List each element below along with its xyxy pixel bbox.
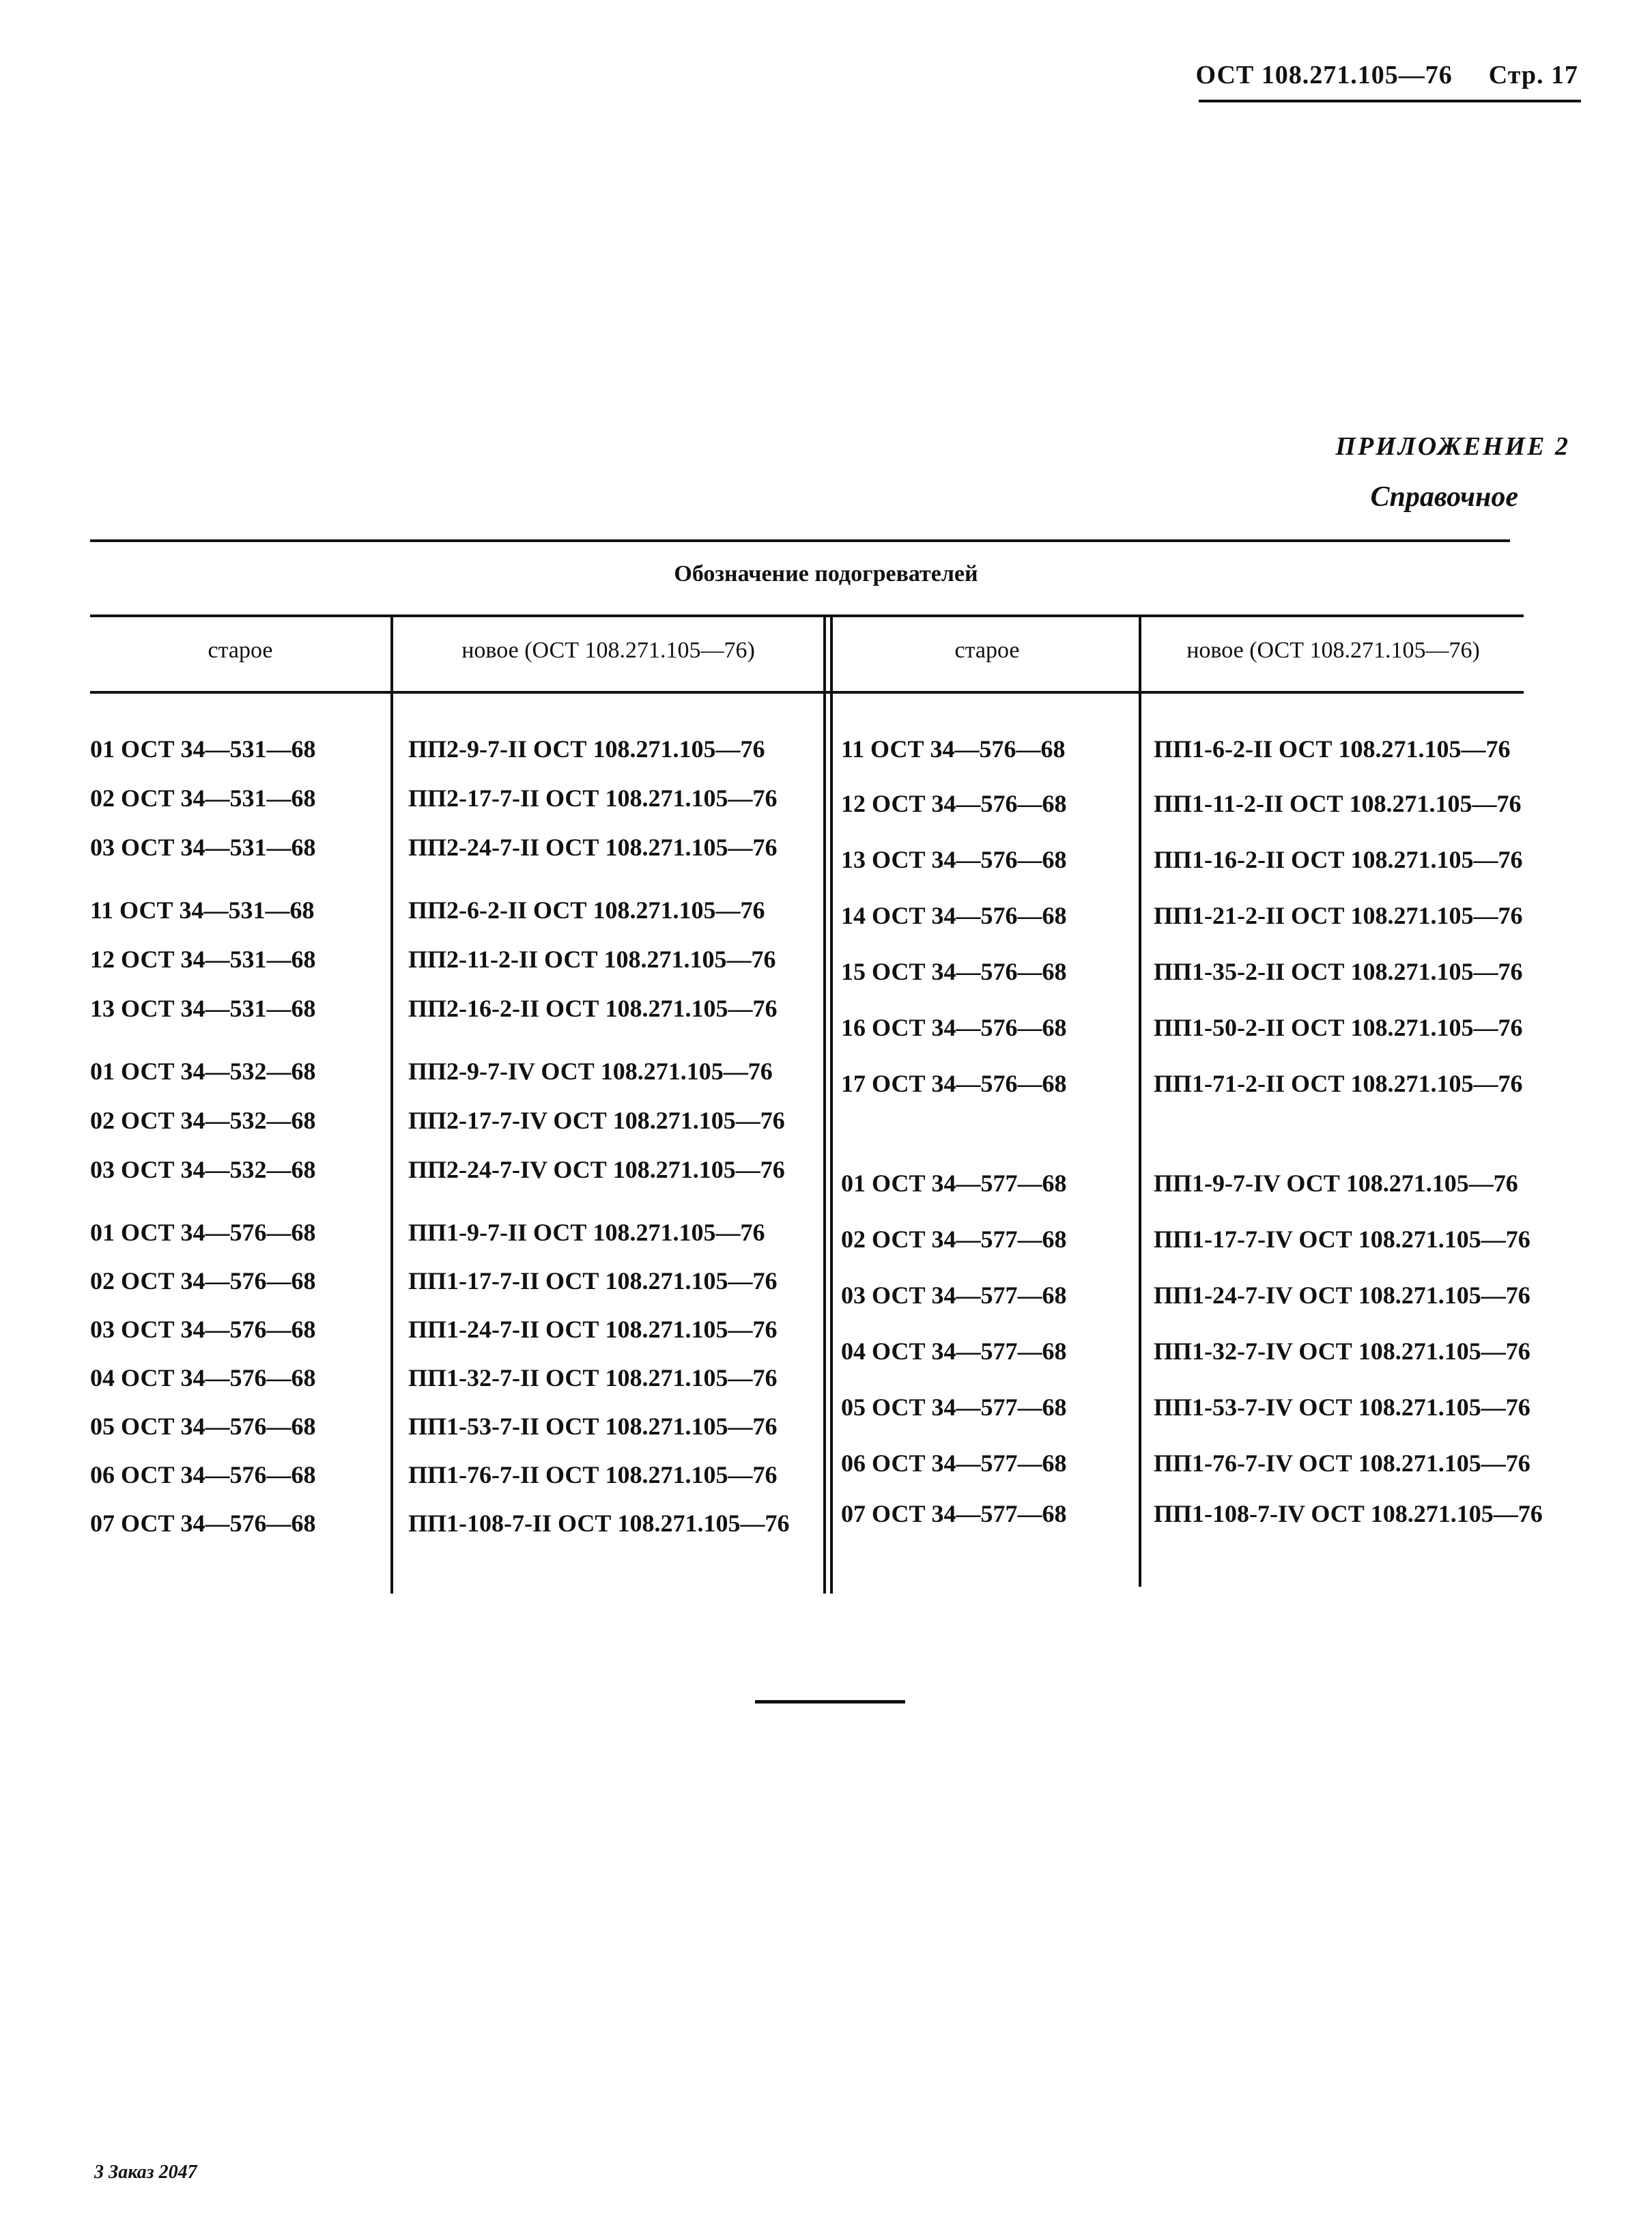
right-row-5-old: 15 ОСТ 34—576—68 xyxy=(841,958,1067,985)
left-row-15-old: 06 ОСТ 34—576—68 xyxy=(90,1461,316,1488)
right-row-12-new: ПП1-53-7-IV ОСТ 108.271.105—76 xyxy=(1154,1394,1530,1421)
column-header-new-1: новое (ОСТ 108.271.105—76) xyxy=(461,638,755,663)
column-header-new-2: новое (ОСТ 108.271.105—76) xyxy=(1186,638,1480,663)
left-row-16-new: ПП1-108-7-II ОСТ 108.271.105—76 xyxy=(408,1510,790,1537)
table-header-bottom-rule xyxy=(90,691,1524,694)
column-divider-3 xyxy=(1139,617,1141,1587)
left-row-6-old: 13 ОСТ 34—531—68 xyxy=(90,995,316,1022)
table-top-rule xyxy=(90,539,1510,542)
right-row-3-old: 13 ОСТ 34—576—68 xyxy=(841,846,1067,873)
right-row-6-new: ПП1-50-2-II ОСТ 108.271.105—76 xyxy=(1154,1014,1523,1041)
column-header-old-1: старое xyxy=(208,638,273,663)
right-row-2-new: ПП1-11-2-II ОСТ 108.271.105—76 xyxy=(1154,790,1522,817)
right-row-12-old: 05 ОСТ 34—577—68 xyxy=(841,1394,1067,1421)
right-row-13-old: 06 ОСТ 34—577—68 xyxy=(841,1450,1067,1477)
left-row-11-old: 02 ОСТ 34—576—68 xyxy=(90,1267,316,1295)
appendix-subtitle: Справочное xyxy=(1370,481,1518,513)
left-row-12-new: ПП1-24-7-II ОСТ 108.271.105—76 xyxy=(408,1316,778,1343)
left-row-13-new: ПП1-32-7-II ОСТ 108.271.105—76 xyxy=(408,1364,778,1391)
table-header-top-rule xyxy=(90,614,1524,617)
right-row-8-new: ПП1-9-7-IV ОСТ 108.271.105—76 xyxy=(1154,1170,1518,1197)
column-divider-2a xyxy=(823,617,826,1594)
right-row-14-new: ПП1-108-7-IV ОСТ 108.271.105—76 xyxy=(1154,1500,1543,1527)
left-row-4-old: 11 ОСТ 34—531—68 xyxy=(90,896,315,924)
right-row-3-new: ПП1-16-2-II ОСТ 108.271.105—76 xyxy=(1154,846,1523,873)
left-row-5-new: ПП2-11-2-II ОСТ 108.271.105—76 xyxy=(408,946,776,973)
page-header xyxy=(1195,60,1578,90)
column-divider-1 xyxy=(390,617,393,1594)
right-row-5-new: ПП1-35-2-II ОСТ 108.271.105—76 xyxy=(1154,958,1523,985)
left-row-8-new: ПП2-17-7-IV ОСТ 108.271.105—76 xyxy=(408,1107,785,1134)
table-title: Обозначение подогревателей xyxy=(674,561,978,586)
left-row-2-new: ПП2-17-7-II ОСТ 108.271.105—76 xyxy=(408,784,778,812)
right-row-1-old: 11 ОСТ 34—576—68 xyxy=(841,735,1066,763)
right-row-9-old: 02 ОСТ 34—577—68 xyxy=(841,1226,1067,1253)
left-row-3-new: ПП2-24-7-II ОСТ 108.271.105—76 xyxy=(408,834,778,861)
document-number: ОСТ 108.271.105—76 xyxy=(1195,61,1453,89)
right-row-1-new: ПП1-6-2-II ОСТ 108.271.105—76 xyxy=(1154,735,1511,763)
right-row-4-old: 14 ОСТ 34—576—68 xyxy=(841,902,1067,929)
right-row-10-old: 03 ОСТ 34—577—68 xyxy=(841,1282,1067,1309)
end-divider xyxy=(755,1700,905,1703)
right-row-2-old: 12 ОСТ 34—576—68 xyxy=(841,790,1067,817)
column-divider-2b xyxy=(830,617,833,1594)
left-row-1-old: 01 ОСТ 34—531—68 xyxy=(90,735,316,763)
right-row-11-new: ПП1-32-7-IV ОСТ 108.271.105—76 xyxy=(1154,1338,1530,1365)
left-row-10-old: 01 ОСТ 34—576—68 xyxy=(90,1219,316,1246)
left-row-6-new: ПП2-16-2-II ОСТ 108.271.105—76 xyxy=(408,995,778,1022)
left-row-3-old: 03 ОСТ 34—531—68 xyxy=(90,834,316,861)
left-row-11-new: ПП1-17-7-II ОСТ 108.271.105—76 xyxy=(408,1267,778,1295)
column-header-old-2: старое xyxy=(954,638,1020,663)
right-row-7-new: ПП1-71-2-II ОСТ 108.271.105—76 xyxy=(1154,1070,1523,1097)
right-row-11-old: 04 ОСТ 34—577—68 xyxy=(841,1338,1067,1365)
left-row-5-old: 12 ОСТ 34—531—68 xyxy=(90,946,316,973)
left-row-9-old: 03 ОСТ 34—532—68 xyxy=(90,1156,316,1183)
left-row-1-new: ПП2-9-7-II ОСТ 108.271.105—76 xyxy=(408,735,765,763)
left-row-14-new: ПП1-53-7-II ОСТ 108.271.105—76 xyxy=(408,1413,778,1440)
right-row-9-new: ПП1-17-7-IV ОСТ 108.271.105—76 xyxy=(1154,1226,1530,1253)
left-row-4-new: ПП2-6-2-II ОСТ 108.271.105—76 xyxy=(408,896,765,924)
right-row-6-old: 16 ОСТ 34—576—68 xyxy=(841,1014,1067,1041)
left-row-10-new: ПП1-9-7-II ОСТ 108.271.105—76 xyxy=(408,1219,765,1246)
left-row-7-new: ПП2-9-7-IV ОСТ 108.271.105—76 xyxy=(408,1058,773,1085)
footer-order: 3 Заказ 2047 xyxy=(94,2162,197,2183)
left-row-14-old: 05 ОСТ 34—576—68 xyxy=(90,1413,316,1440)
left-row-13-old: 04 ОСТ 34—576—68 xyxy=(90,1364,316,1391)
right-row-4-new: ПП1-21-2-II ОСТ 108.271.105—76 xyxy=(1154,902,1523,929)
right-row-13-new: ПП1-76-7-IV ОСТ 108.271.105—76 xyxy=(1154,1450,1530,1477)
right-row-7-old: 17 ОСТ 34—576—68 xyxy=(841,1070,1067,1097)
right-row-8-old: 01 ОСТ 34—577—68 xyxy=(841,1170,1067,1197)
left-row-8-old: 02 ОСТ 34—532—68 xyxy=(90,1107,316,1134)
page-number: Стр. 17 xyxy=(1488,61,1578,89)
left-row-16-old: 07 ОСТ 34—576—68 xyxy=(90,1510,316,1537)
left-row-7-old: 01 ОСТ 34—532—68 xyxy=(90,1058,316,1085)
left-row-12-old: 03 ОСТ 34—576—68 xyxy=(90,1316,316,1343)
left-row-15-new: ПП1-76-7-II ОСТ 108.271.105—76 xyxy=(408,1461,778,1488)
appendix-title: ПРИЛОЖЕНИЕ 2 xyxy=(1335,432,1570,461)
right-row-14-old: 07 ОСТ 34—577—68 xyxy=(841,1500,1067,1527)
header-underline xyxy=(1199,100,1581,102)
left-row-9-new: ПП2-24-7-IV ОСТ 108.271.105—76 xyxy=(408,1156,785,1183)
right-row-10-new: ПП1-24-7-IV ОСТ 108.271.105—76 xyxy=(1154,1282,1530,1309)
left-row-2-old: 02 ОСТ 34—531—68 xyxy=(90,784,316,812)
